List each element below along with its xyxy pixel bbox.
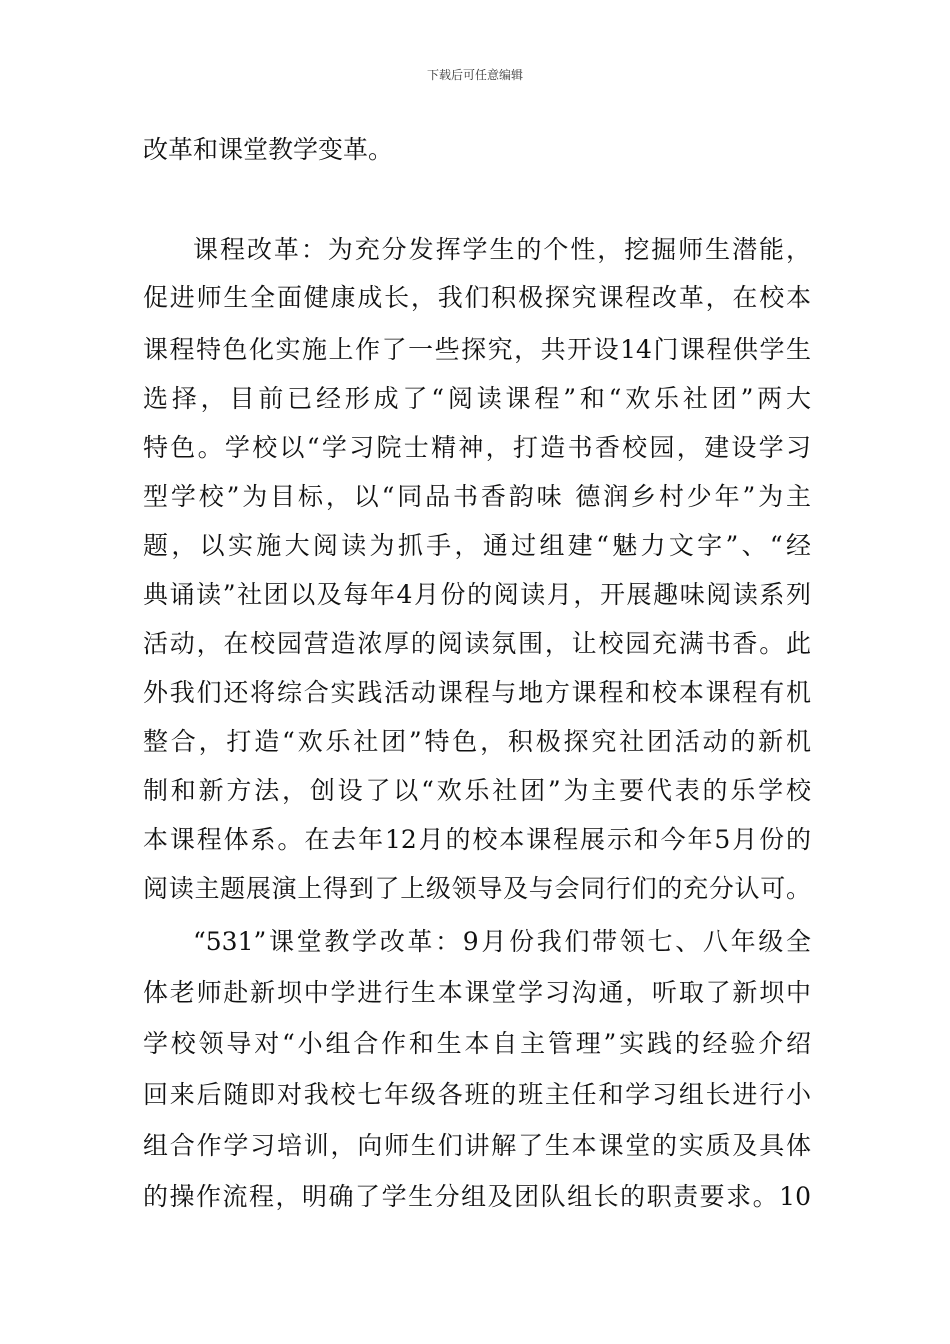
text-line: 制和新方法，创设了以“欢乐社团”为主要代表的乐学校: [143, 776, 811, 805]
text-line: 外我们还将综合实践活动课程与地方课程和校本课程有机: [143, 678, 811, 707]
text-line: 特色。学校以“学习院士精神，打造书香校园，建设学习: [143, 433, 811, 462]
text-line: 活动，在校园营造浓厚的阅读氛围，让校园充满书香。此: [143, 629, 811, 658]
text-line: 整合，打造“欢乐社团”特色，积极探究社团活动的新机: [143, 727, 811, 756]
paragraph-first-line: “531”课堂教学改革：9月份我们带领七、八年级全: [193, 927, 811, 956]
text-line: 题，以实施大阅读为抓手，通过组建“魅力文字”、“经: [143, 531, 811, 560]
page-header-note: 下载后可任意编辑: [426, 68, 523, 82]
text-line: 的操作流程，明确了学生分组及团队组长的职责要求。10: [143, 1182, 811, 1211]
text-line: 型学校”为目标，以“同品书香韵味 德润乡村少年”为主: [143, 482, 811, 511]
text-line: 阅读主题展演上得到了上级领导及与会同行们的充分认可。: [143, 874, 811, 903]
text-line: 回来后随即对我校七年级各班的班主任和学习组长进行小: [143, 1080, 811, 1109]
text-line: 典诵读”社团以及每年4月份的阅读月，开展趣味阅读系列: [143, 580, 811, 609]
text-line: 学校领导对“小组合作和生本自主管理”实践的经验介绍: [143, 1029, 811, 1058]
paragraph-first-line: 课程改革：为充分发挥学生的个性，挖掘师生潜能，: [193, 235, 811, 264]
text-line: 促进师生全面健康成长，我们积极探究课程改革，在校本: [143, 283, 811, 312]
text-line: 体老师赴新坝中学进行生本课堂学习沟通，听取了新坝中: [143, 978, 811, 1007]
text-line: 组合作学习培训，向师生们讲解了生本课堂的实质及具体: [143, 1131, 811, 1160]
text-line: 课程特色化实施上作了一些探究，共开设14门课程供学生: [143, 335, 811, 364]
text-line: 选择，目前已经形成了“阅读课程”和“欢乐社团”两大: [143, 384, 811, 413]
text-line: 本课程体系。在去年12月的校本课程展示和今年5月份的: [143, 825, 811, 854]
text-line: 改革和课堂教学变革。: [143, 135, 394, 164]
